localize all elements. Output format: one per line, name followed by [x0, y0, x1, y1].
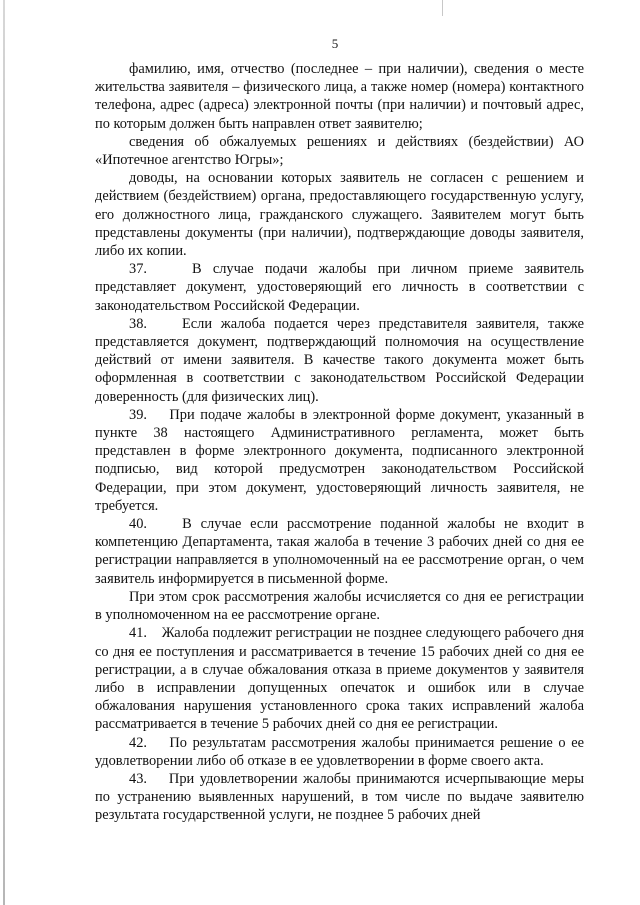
paragraph-item-37: 37. В случае подачи жалобы при личном приеме заявитель представляет документ, удостоверяющий его личность в соответствии с законодательством Российской Федерации.	[95, 261, 584, 314]
paragraph-item-43: 43. При удовлетворении жалобы принимаются исчерпывающие меры по устранению выявленных нарушений, в том числе по выдаче заявителю результата государственной услуги, не позднее 5 рабочих дней	[95, 770, 584, 824]
document-body	[95, 60, 584, 825]
paragraph-item-42: 42. По результатам рассмотрения жалобы принимается решение о ее удовлетворении либо об отказе в ее удовлетворении в форме своего акта.	[95, 734, 584, 769]
paragraph-item-40-term: При этом срок рассмотрения жалобы исчисляется со дня ее регистрации в уполномоченном на ее рассмотрение органе.	[95, 588, 584, 624]
paragraph-item-38: 38. Если жалоба подается через представителя заявителя, также представляется документ, подтверждающий полномочия на осуществление действий от имени заявителя. В качестве такого документа может быть оформленная в соответствии с законодательством Российской Федерации доверенность (для физических лиц).	[95, 315, 584, 405]
scan-mark	[442, 0, 443, 16]
paragraph-appealed-decisions: сведения об обжалуемых решениях и действиях (бездействии) АО «Ипотечное агентство Югры»;	[95, 133, 584, 169]
scan-edge-shadow	[3, 0, 5, 905]
page-number: 5	[331, 36, 339, 51]
paragraph-item-40: 40. В случае если рассмотрение поданной жалобы не входит в компетенцию Департамента, такая жалоба в течение 3 рабочих дней со дня ее регистрации направляется в уполномоченный на ее рассмотрение орган, о чем заявитель информируется в письменной форме.	[95, 516, 584, 587]
paragraph-item-39: 39. При подаче жалобы в электронной форме документ, указанный в пункте 38 настоящего Административного регламента, может быть представлен в форме электронного документа, подписанного электронной подписью, вид которой предусмотрен законодательством Российской Федерации, при этом документ, удостоверяющий личность заявителя, не требуется.	[95, 406, 584, 514]
paragraph-arguments: доводы, на основании которых заявитель не согласен с решением и действием (бездействием) органа, предоставляющего государственную услугу, его должностного лица, гражданского служащего. Заявителем могут быть представлены документы (при наличии), подтверждающие доводы заявителя, либо их копии.	[95, 170, 584, 260]
paragraph-applicant-details: фамилию, имя, отчество (последнее – при наличии), сведения о месте жительства заявителя – физического лица, а также номер (номера) контактного телефона, адрес (адреса) электронной почты (при наличии) и почтовый адрес, по которым должен быть направлен ответ заявителю;	[95, 61, 584, 132]
paragraph-item-41: 41. Жалоба подлежит регистрации не позднее следующего рабочего дня со дня ее поступления и рассматривается в течение 15 рабочих дней со дня ее регистрации, а в случае обжалования отказа в приеме документов у заявителя либо в исправлении допущенных опечаток и ошибок или в случае обжалования нарушения установленного срока таких исправлений жалоба рассматривается в течение 5 рабочих дней со дня ее регистрации.	[95, 625, 584, 733]
